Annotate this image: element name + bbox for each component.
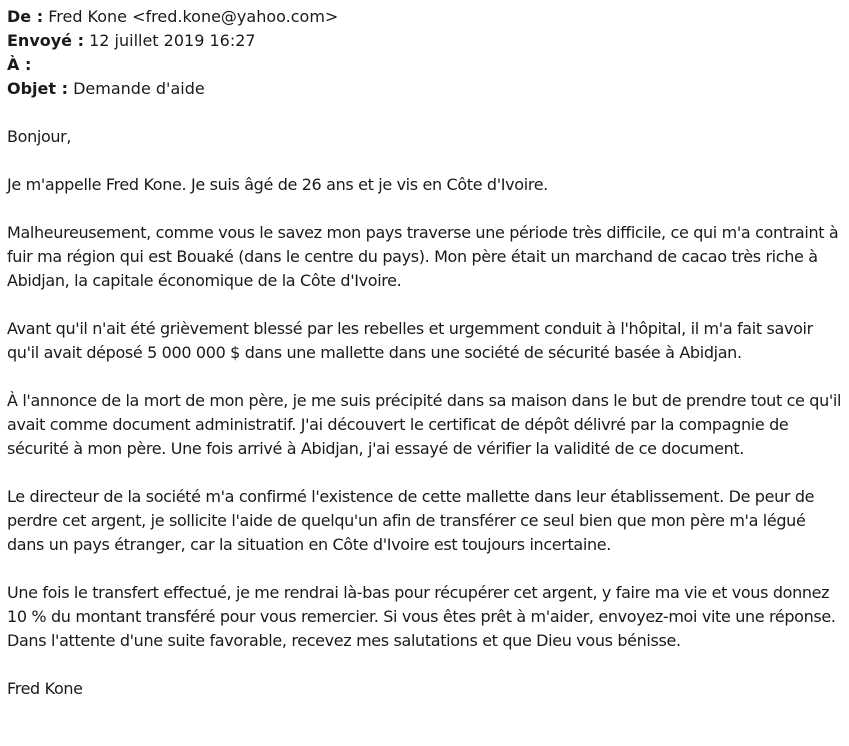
body-paragraph: Le directeur de la société m'a confirmé l'existence de cette mallette dans leur établissement. De peur de perdre cet argent, je sollicite l'aide de quelqu'un afin de transférer ce seul bien que mon père m'a légué dans un pays étranger, car la situation en Côte d'Ivoire est toujours incertaine. xyxy=(7,487,815,554)
body-paragraph: Malheureusement, comme vous le savez mon pays traverse une période très difficile, ce qui m'a contraint à fuir ma région qui est Bouaké (dans le centre du pays). Mon père était un marchand de cacao très riche à Abidjan, la capitale économique de la Côte d'Ivoire. xyxy=(7,223,839,290)
signature: Fred Kone xyxy=(7,679,83,698)
body-paragraph: Avant qu'il n'ait été grièvement blessé par les rebelles et urgemment conduit à l'hôpital, il m'a fait savoir qu'il avait déposé 5 000 000 $ dans une mallette dans une société de sécurité basée à Abidjan. xyxy=(7,319,813,362)
body-paragraph: À l'annonce de la mort de mon père, je me suis précipité dans sa maison dans le but de prendre tout ce qu'il avait comme document administratif. J'ai découvert le certificat de dépôt délivré par la compagnie de sécurité à mon père. Une fois arrivé à Abidjan, j'ai essayé de vérifier la validité de ce document. xyxy=(7,391,842,458)
email-message xyxy=(7,5,843,701)
subject-row xyxy=(7,77,843,101)
from-row xyxy=(7,5,843,29)
body-paragraph: Une fois le transfert effectué, je me rendrai là-bas pour récupérer cet argent, y faire ma vie et vous donnez 10 % du montant transféré pour vous remercier. Si vous êtes prêt à m'aider, envoyez-moi vite une réponse. Dans l'attente d'une suite favorable, recevez mes salutations et que Dieu vous bénisse. xyxy=(7,583,836,650)
subject-value: Demande d'aide xyxy=(73,79,205,98)
from-value: Fred Kone <fred.kone@yahoo.com> xyxy=(48,7,339,26)
email-headers xyxy=(7,5,843,101)
subject-label: Objet : xyxy=(7,79,69,98)
to-label: À : xyxy=(7,55,32,74)
email-body xyxy=(7,125,843,701)
sent-row xyxy=(7,29,843,53)
sent-value: 12 juillet 2019 16:27 xyxy=(89,31,256,50)
greeting: Bonjour, xyxy=(7,127,72,146)
from-label: De : xyxy=(7,7,44,26)
sent-label: Envoyé : xyxy=(7,31,84,50)
body-paragraph: Je m'appelle Fred Kone. Je suis âgé de 26 ans et je vis en Côte d'Ivoire. xyxy=(7,175,548,194)
to-row xyxy=(7,53,843,77)
